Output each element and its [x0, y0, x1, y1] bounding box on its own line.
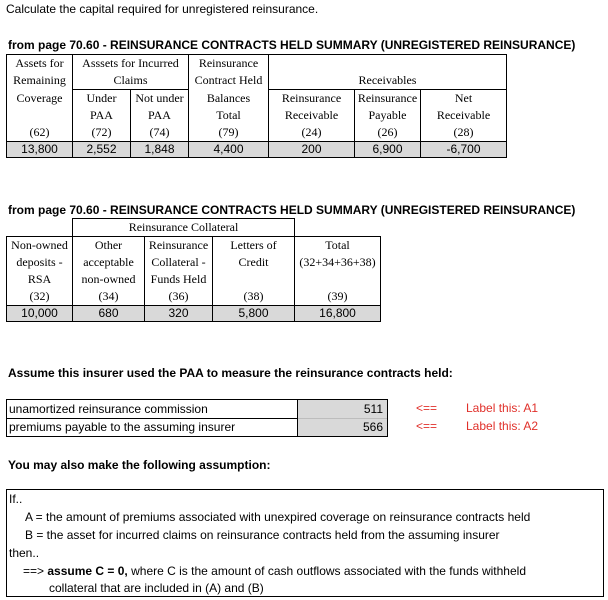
assume-c-rest: where C is the amount of cash outflows associated with the funds withheld [131, 564, 526, 578]
t1-held-line2: Contract Held [189, 72, 269, 90]
t1-value: 200 [269, 142, 355, 158]
arrow-a2: <== [416, 419, 438, 433]
t2-value: 5,800 [213, 306, 295, 322]
t2-nonowned-line3: RSA [7, 271, 73, 288]
t2-total-line2: (32+34+36+38) [295, 254, 381, 271]
label-a2: Label this: A2 [466, 419, 539, 433]
assume-c: assume C = 0, [47, 564, 128, 578]
then-text: then.. [9, 546, 40, 560]
t2-nonowned-line1: Non-owned [7, 237, 73, 255]
t1-held-line1: Reinsurance [189, 55, 269, 73]
t1-col1-line1: Assets for [7, 55, 73, 73]
item-label: premiums payable to the assuming insurer [9, 420, 236, 434]
item-label: unamortized reinsurance commission [9, 402, 208, 416]
t2-code: (36) [145, 288, 213, 306]
t1-reins-receivable-line1: Reinsurance [269, 90, 355, 108]
item-value: 566 [362, 420, 383, 434]
t2-code: (32) [7, 288, 73, 306]
t1-incurred-line2: Claims [73, 72, 189, 90]
if-text: If.. [9, 492, 23, 506]
t2-other-line1: Other [73, 237, 145, 255]
t1-net-receivable-line2: Receivable [421, 107, 507, 124]
t1-value: 4,400 [189, 142, 269, 158]
t1-not-under-paa-line2: PAA [131, 107, 189, 124]
t1-net-receivable-line1: Net [421, 90, 507, 108]
t2-collateral-group: Reinsurance Collateral [73, 219, 295, 237]
intro-text: Calculate the capital required for unregistered reinsurance. [6, 2, 319, 16]
assume-c-line2: collateral that are included in (A) and (B) [49, 581, 264, 595]
t1-balances-line1: Balances [189, 90, 269, 108]
t1-code: (26) [355, 124, 421, 142]
t2-code: (38) [213, 288, 295, 306]
t1-receivables-group: Receivables [269, 72, 507, 90]
t1-code: (62) [7, 124, 73, 142]
t2-code: (34) [73, 288, 145, 306]
t1-code: (72) [73, 124, 131, 142]
t1-reins-payable-line1: Reinsurance [355, 90, 421, 108]
t1-balances-line2: Total [189, 107, 269, 124]
t2-value: 320 [145, 306, 213, 322]
also-assume-text: You may also make the following assumption: [8, 458, 271, 472]
t2-total-line1: Total [295, 237, 381, 255]
assume-c-line [23, 564, 526, 578]
t2-value: 16,800 [295, 306, 381, 322]
t1-value: 2,552 [73, 142, 131, 158]
t1-value: 13,800 [7, 142, 73, 158]
t1-code: (74) [131, 124, 189, 142]
item-value: 511 [363, 402, 383, 416]
t2-reins-coll-line1: Reinsurance [145, 237, 213, 255]
t2-value: 10,000 [7, 306, 73, 322]
t1-code: (28) [421, 124, 507, 142]
t1-reins-receivable-line2: Receivable [269, 107, 355, 124]
t2-other-line2: acceptable [73, 254, 145, 271]
label-a1: Label this: A1 [466, 401, 539, 415]
assumption-box [6, 489, 604, 597]
items-box [6, 399, 388, 437]
t1-not-under-paa-line1: Not under [131, 90, 189, 108]
t1-reins-payable-line2: Payable [355, 107, 421, 124]
t2-code: (39) [295, 288, 381, 306]
t1-value: 6,900 [355, 142, 421, 158]
t1-incurred-line1: Asssets for Incurred [73, 55, 189, 73]
t1-code: (79) [189, 124, 269, 142]
t2-nonowned-line2: deposits - [7, 254, 73, 271]
table1-heading: from page 70.60 - REINSURANCE CONTRACTS HELD SUMMARY (UNREGISTERED REINSURANCE) [8, 38, 576, 52]
table1 [6, 54, 507, 158]
t2-letters-line2: Credit [213, 254, 295, 271]
table2 [6, 218, 381, 322]
arrow-icon: ==> [23, 564, 45, 578]
t1-col1-line2: Remaining [7, 72, 73, 90]
t2-other-line3: non-owned [73, 271, 145, 288]
t1-under-paa-line2: PAA [73, 107, 131, 124]
t1-value: 1,848 [131, 142, 189, 158]
t2-letters-line1: Letters of [213, 237, 295, 255]
table2-heading: from page 70.60 - REINSURANCE CONTRACTS HELD SUMMARY (UNREGISTERED REINSURANCE) [8, 203, 576, 217]
t2-reins-coll-line3: Funds Held [145, 271, 213, 288]
t1-code: (24) [269, 124, 355, 142]
assume-paa-text: Assume this insurer used the PAA to measure the reinsurance contracts held: [8, 366, 453, 380]
line-b: B = the asset for incurred claims on reinsurance contracts held from the assuming insurer [25, 528, 500, 542]
t1-col1-line3: Coverage [7, 90, 73, 108]
t1-value: -6,700 [421, 142, 507, 158]
t1-under-paa-line1: Under [73, 90, 131, 108]
t2-value: 680 [73, 306, 145, 322]
arrow-a1: <== [416, 401, 438, 415]
t2-reins-coll-line2: Collateral - [145, 254, 213, 271]
line-a: A = the amount of premiums associated with unexpired coverage on reinsurance contracts held [25, 510, 531, 524]
